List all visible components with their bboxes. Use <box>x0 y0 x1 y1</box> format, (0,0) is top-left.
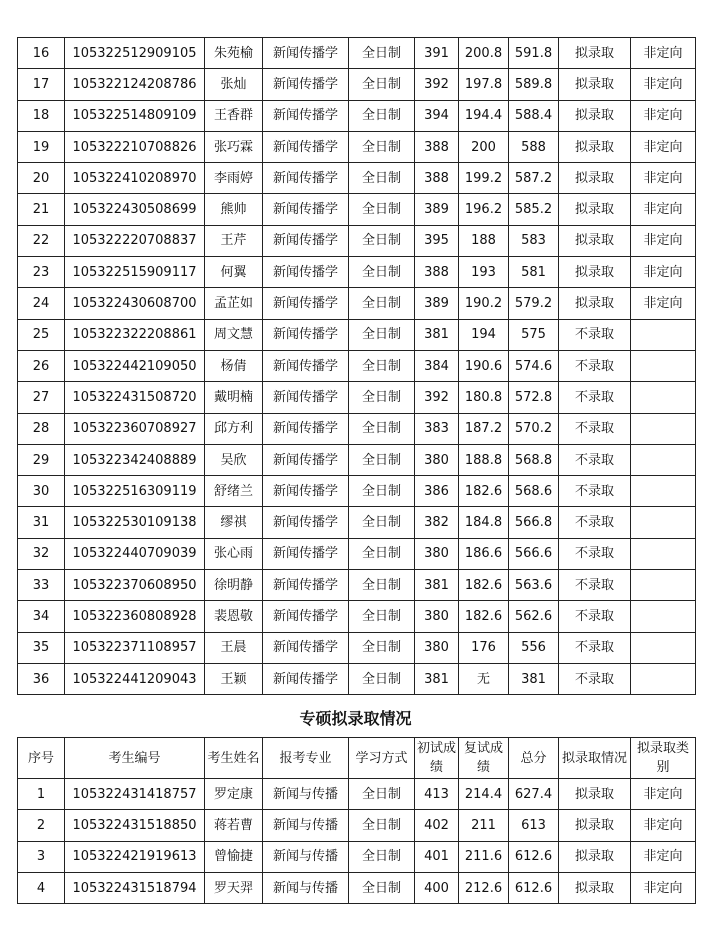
seq-cell: 30 <box>18 476 65 507</box>
table-row <box>18 382 696 413</box>
study-mode-cell: 全日制 <box>349 507 415 538</box>
exam-id-cell: 105322430608700 <box>65 288 205 319</box>
admission-type-header: 拟录取类别 <box>631 738 696 779</box>
admission-type-cell <box>631 663 696 694</box>
retest-score-cell: 194 <box>459 319 509 350</box>
major-cell: 新闻传播学 <box>263 319 349 350</box>
retest-score-cell: 182.6 <box>459 570 509 601</box>
admission-type-cell <box>631 444 696 475</box>
major-cell: 新闻与传播 <box>263 872 349 903</box>
admission-status-cell: 拟录取 <box>559 841 631 872</box>
admission-status-cell: 拟录取 <box>559 288 631 319</box>
section-title: 专硕拟录取情况 <box>299 709 412 728</box>
total-score-cell: 613 <box>509 810 559 841</box>
prelim-score-cell: 392 <box>415 69 459 100</box>
major-cell: 新闻传播学 <box>263 632 349 663</box>
seq-cell: 33 <box>18 570 65 601</box>
name-cell: 王晨 <box>205 632 263 663</box>
exam-id-cell: 105322530109138 <box>65 507 205 538</box>
table-row <box>18 663 696 694</box>
name-cell: 王芹 <box>205 225 263 256</box>
admission-type-cell: 非定向 <box>631 38 696 69</box>
major-cell: 新闻传播学 <box>263 350 349 381</box>
admission-status-cell: 不录取 <box>559 444 631 475</box>
table-row <box>18 288 696 319</box>
exam-id-cell: 105322431518794 <box>65 872 205 903</box>
table-row <box>18 872 696 903</box>
admission-type-cell <box>631 350 696 381</box>
study-mode-cell: 全日制 <box>349 476 415 507</box>
prelim-score-cell: 381 <box>415 319 459 350</box>
exam-id-cell: 105322124208786 <box>65 69 205 100</box>
prelim-score-cell: 395 <box>415 225 459 256</box>
admission-status-cell: 拟录取 <box>559 38 631 69</box>
admission-type-cell <box>631 538 696 569</box>
total-score-cell: 568.6 <box>509 476 559 507</box>
exam-id-header: 考生编号 <box>65 738 205 779</box>
retest-score-cell: 180.8 <box>459 382 509 413</box>
exam-id-cell: 105322371108957 <box>65 632 205 663</box>
table-row <box>18 841 696 872</box>
table-row <box>18 538 696 569</box>
retest-score-cell: 199.2 <box>459 163 509 194</box>
exam-id-cell: 105322322208861 <box>65 319 205 350</box>
major-cell: 新闻传播学 <box>263 69 349 100</box>
admission-status-cell: 不录取 <box>559 382 631 413</box>
table-row <box>18 257 696 288</box>
study-mode-cell: 全日制 <box>349 288 415 319</box>
seq-cell: 36 <box>18 663 65 694</box>
total-score-cell: 568.8 <box>509 444 559 475</box>
name-cell: 蒋若曹 <box>205 810 263 841</box>
major-cell: 新闻与传播 <box>263 779 349 810</box>
admission-type-cell: 非定向 <box>631 225 696 256</box>
seq-cell: 16 <box>18 38 65 69</box>
retest-score-cell: 186.6 <box>459 538 509 569</box>
name-cell: 王颖 <box>205 663 263 694</box>
seq-cell: 24 <box>18 288 65 319</box>
study-mode-cell: 全日制 <box>349 779 415 810</box>
name-cell: 周文慧 <box>205 319 263 350</box>
table-row <box>18 194 696 225</box>
name-cell: 吴欣 <box>205 444 263 475</box>
major-cell: 新闻与传播 <box>263 841 349 872</box>
prelim-score-cell: 382 <box>415 507 459 538</box>
prelim-score-cell: 401 <box>415 841 459 872</box>
total-score-cell: 570.2 <box>509 413 559 444</box>
exam-id-cell: 105322360808928 <box>65 601 205 632</box>
study-mode-cell: 全日制 <box>349 38 415 69</box>
exam-id-cell: 105322516309119 <box>65 476 205 507</box>
admission-status-cell: 拟录取 <box>559 69 631 100</box>
prelim-score-cell: 389 <box>415 288 459 319</box>
seq-cell: 3 <box>18 841 65 872</box>
exam-id-cell: 105322410208970 <box>65 163 205 194</box>
table-row <box>18 476 696 507</box>
prelim-score-cell: 388 <box>415 131 459 162</box>
major-cell: 新闻传播学 <box>263 476 349 507</box>
prelim-score-cell: 388 <box>415 257 459 288</box>
retest-score-cell: 211 <box>459 810 509 841</box>
prelim-score-cell: 380 <box>415 538 459 569</box>
prelim-score-cell: 402 <box>415 810 459 841</box>
major-cell: 新闻传播学 <box>263 507 349 538</box>
admission-type-cell <box>631 507 696 538</box>
name-cell: 李雨婷 <box>205 163 263 194</box>
study-mode-cell: 全日制 <box>349 632 415 663</box>
retest-score-cell: 214.4 <box>459 779 509 810</box>
admission-status-cell: 不录取 <box>559 663 631 694</box>
total-score-cell: 583 <box>509 225 559 256</box>
table-row <box>18 225 696 256</box>
table-row <box>18 319 696 350</box>
retest-score-cell: 194.4 <box>459 100 509 131</box>
study-mode-cell: 全日制 <box>349 382 415 413</box>
study-mode-cell: 全日制 <box>349 841 415 872</box>
admission-status-cell: 拟录取 <box>559 779 631 810</box>
name-cell: 罗天羿 <box>205 872 263 903</box>
retest-score-cell: 184.8 <box>459 507 509 538</box>
study-mode-cell: 全日制 <box>349 131 415 162</box>
name-cell: 缪祺 <box>205 507 263 538</box>
name-cell: 王香群 <box>205 100 263 131</box>
admission-type-cell <box>631 570 696 601</box>
prelim-score-cell: 392 <box>415 382 459 413</box>
retest-score-cell: 212.6 <box>459 872 509 903</box>
exam-id-cell: 105322421919613 <box>65 841 205 872</box>
prelim-score-cell: 381 <box>415 663 459 694</box>
prelim-score-cell: 394 <box>415 100 459 131</box>
exam-id-cell: 105322512909105 <box>65 38 205 69</box>
prelim-score-cell: 388 <box>415 163 459 194</box>
admission-type-cell: 非定向 <box>631 131 696 162</box>
study-mode-cell: 全日制 <box>349 601 415 632</box>
retest-score-header: 复试成绩 <box>459 738 509 779</box>
seq-cell: 23 <box>18 257 65 288</box>
major-cell: 新闻传播学 <box>263 38 349 69</box>
name-cell: 何翼 <box>205 257 263 288</box>
table-row <box>18 507 696 538</box>
name-cell: 朱苑榆 <box>205 38 263 69</box>
total-score-cell: 579.2 <box>509 288 559 319</box>
study-mode-cell: 全日制 <box>349 69 415 100</box>
professional-admission-table <box>17 737 696 904</box>
name-cell: 熊帅 <box>205 194 263 225</box>
admission-type-cell <box>631 601 696 632</box>
admission-status-cell: 拟录取 <box>559 257 631 288</box>
admission-status-cell: 拟录取 <box>559 194 631 225</box>
name-cell: 罗定康 <box>205 779 263 810</box>
name-header: 考生姓名 <box>205 738 263 779</box>
major-cell: 新闻传播学 <box>263 257 349 288</box>
admission-type-cell: 非定向 <box>631 100 696 131</box>
admission-type-cell: 非定向 <box>631 841 696 872</box>
prelim-score-cell: 413 <box>415 779 459 810</box>
seq-cell: 25 <box>18 319 65 350</box>
major-header: 报考专业 <box>263 738 349 779</box>
seq-cell: 21 <box>18 194 65 225</box>
retest-score-cell: 190.6 <box>459 350 509 381</box>
seq-cell: 26 <box>18 350 65 381</box>
name-cell: 戴明楠 <box>205 382 263 413</box>
admission-status-cell: 不录取 <box>559 476 631 507</box>
table-row <box>18 779 696 810</box>
table-row <box>18 413 696 444</box>
major-cell: 新闻与传播 <box>263 810 349 841</box>
major-cell: 新闻传播学 <box>263 444 349 475</box>
admission-type-cell: 非定向 <box>631 779 696 810</box>
name-cell: 张心雨 <box>205 538 263 569</box>
name-cell: 裴恩敬 <box>205 601 263 632</box>
seq-cell: 19 <box>18 131 65 162</box>
study-mode-cell: 全日制 <box>349 350 415 381</box>
seq-cell: 20 <box>18 163 65 194</box>
total-score-header: 总分 <box>509 738 559 779</box>
study-mode-header: 学习方式 <box>349 738 415 779</box>
name-cell: 徐明静 <box>205 570 263 601</box>
retest-score-cell: 182.6 <box>459 476 509 507</box>
admission-type-cell: 非定向 <box>631 69 696 100</box>
major-cell: 新闻传播学 <box>263 382 349 413</box>
exam-id-cell: 105322342408889 <box>65 444 205 475</box>
prelim-score-header: 初试成绩 <box>415 738 459 779</box>
study-mode-cell: 全日制 <box>349 194 415 225</box>
prelim-score-cell: 400 <box>415 872 459 903</box>
seq-cell: 17 <box>18 69 65 100</box>
prelim-score-cell: 380 <box>415 632 459 663</box>
exam-id-cell: 105322441209043 <box>65 663 205 694</box>
admission-status-cell: 拟录取 <box>559 131 631 162</box>
table-row <box>18 163 696 194</box>
total-score-cell: 581 <box>509 257 559 288</box>
seq-cell: 32 <box>18 538 65 569</box>
retest-score-cell: 187.2 <box>459 413 509 444</box>
seq-cell: 22 <box>18 225 65 256</box>
retest-score-cell: 211.6 <box>459 841 509 872</box>
study-mode-cell: 全日制 <box>349 872 415 903</box>
admission-status-cell: 拟录取 <box>559 100 631 131</box>
admission-type-cell: 非定向 <box>631 194 696 225</box>
study-mode-cell: 全日制 <box>349 413 415 444</box>
admission-status-cell: 不录取 <box>559 601 631 632</box>
table-row <box>18 444 696 475</box>
major-cell: 新闻传播学 <box>263 413 349 444</box>
header-row <box>18 738 696 779</box>
seq-cell: 27 <box>18 382 65 413</box>
name-cell: 杨倩 <box>205 350 263 381</box>
total-score-cell: 572.8 <box>509 382 559 413</box>
total-score-cell: 562.6 <box>509 601 559 632</box>
admission-type-cell <box>631 382 696 413</box>
exam-id-cell: 105322430508699 <box>65 194 205 225</box>
exam-id-cell: 105322514809109 <box>65 100 205 131</box>
prelim-score-cell: 381 <box>415 570 459 601</box>
exam-id-cell: 105322442109050 <box>65 350 205 381</box>
seq-cell: 2 <box>18 810 65 841</box>
major-cell: 新闻传播学 <box>263 100 349 131</box>
exam-id-cell: 105322440709039 <box>65 538 205 569</box>
table-row <box>18 350 696 381</box>
total-score-cell: 556 <box>509 632 559 663</box>
seq-cell: 35 <box>18 632 65 663</box>
total-score-cell: 589.8 <box>509 69 559 100</box>
study-mode-cell: 全日制 <box>349 444 415 475</box>
retest-score-cell: 182.6 <box>459 601 509 632</box>
academic-admission-table <box>17 37 696 695</box>
total-score-cell: 381 <box>509 663 559 694</box>
prelim-score-cell: 391 <box>415 38 459 69</box>
admission-status-cell: 不录取 <box>559 538 631 569</box>
major-cell: 新闻传播学 <box>263 131 349 162</box>
total-score-cell: 627.4 <box>509 779 559 810</box>
total-score-cell: 612.6 <box>509 841 559 872</box>
name-cell: 邱方利 <box>205 413 263 444</box>
major-cell: 新闻传播学 <box>263 225 349 256</box>
table-row <box>18 38 696 69</box>
major-cell: 新闻传播学 <box>263 601 349 632</box>
exam-id-cell: 105322370608950 <box>65 570 205 601</box>
table-row <box>18 570 696 601</box>
total-score-cell: 575 <box>509 319 559 350</box>
admission-status-header: 拟录取情况 <box>559 738 631 779</box>
name-cell: 张灿 <box>205 69 263 100</box>
admission-type-cell <box>631 319 696 350</box>
seq-cell: 1 <box>18 779 65 810</box>
retest-score-cell: 188.8 <box>459 444 509 475</box>
retest-score-cell: 200 <box>459 131 509 162</box>
admission-type-cell: 非定向 <box>631 810 696 841</box>
admission-status-cell: 不录取 <box>559 570 631 601</box>
admission-status-cell: 不录取 <box>559 350 631 381</box>
name-cell: 曾愉捷 <box>205 841 263 872</box>
retest-score-cell: 无 <box>459 663 509 694</box>
retest-score-cell: 200.8 <box>459 38 509 69</box>
table-row <box>18 100 696 131</box>
prelim-score-cell: 380 <box>415 601 459 632</box>
exam-id-cell: 105322210708826 <box>65 131 205 162</box>
admission-type-cell: 非定向 <box>631 257 696 288</box>
exam-id-cell: 105322360708927 <box>65 413 205 444</box>
table-row <box>18 810 696 841</box>
admission-type-cell <box>631 476 696 507</box>
total-score-cell: 591.8 <box>509 38 559 69</box>
study-mode-cell: 全日制 <box>349 538 415 569</box>
name-cell: 张巧霖 <box>205 131 263 162</box>
study-mode-cell: 全日制 <box>349 810 415 841</box>
seq-cell: 4 <box>18 872 65 903</box>
study-mode-cell: 全日制 <box>349 663 415 694</box>
study-mode-cell: 全日制 <box>349 257 415 288</box>
admission-status-cell: 拟录取 <box>559 225 631 256</box>
name-cell: 舒绪兰 <box>205 476 263 507</box>
total-score-cell: 563.6 <box>509 570 559 601</box>
seq-cell: 31 <box>18 507 65 538</box>
major-cell: 新闻传播学 <box>263 663 349 694</box>
study-mode-cell: 全日制 <box>349 570 415 601</box>
seq-cell: 18 <box>18 100 65 131</box>
prelim-score-cell: 383 <box>415 413 459 444</box>
admission-status-cell: 不录取 <box>559 632 631 663</box>
seq-cell: 29 <box>18 444 65 475</box>
major-cell: 新闻传播学 <box>263 194 349 225</box>
admission-type-cell <box>631 413 696 444</box>
total-score-cell: 587.2 <box>509 163 559 194</box>
table-row <box>18 601 696 632</box>
study-mode-cell: 全日制 <box>349 100 415 131</box>
major-cell: 新闻传播学 <box>263 538 349 569</box>
prelim-score-cell: 384 <box>415 350 459 381</box>
admission-type-cell: 非定向 <box>631 872 696 903</box>
admission-status-cell: 拟录取 <box>559 163 631 194</box>
total-score-cell: 574.6 <box>509 350 559 381</box>
total-score-cell: 588.4 <box>509 100 559 131</box>
study-mode-cell: 全日制 <box>349 225 415 256</box>
name-cell: 孟芷如 <box>205 288 263 319</box>
major-cell: 新闻传播学 <box>263 163 349 194</box>
admission-type-cell: 非定向 <box>631 163 696 194</box>
admission-status-cell: 不录取 <box>559 413 631 444</box>
seq-header: 序号 <box>18 738 65 779</box>
total-score-cell: 566.8 <box>509 507 559 538</box>
exam-id-cell: 105322515909117 <box>65 257 205 288</box>
retest-score-cell: 197.8 <box>459 69 509 100</box>
exam-id-cell: 105322431418757 <box>65 779 205 810</box>
seq-cell: 34 <box>18 601 65 632</box>
prelim-score-cell: 380 <box>415 444 459 475</box>
admission-status-cell: 拟录取 <box>559 872 631 903</box>
admission-status-cell: 拟录取 <box>559 810 631 841</box>
prelim-score-cell: 386 <box>415 476 459 507</box>
retest-score-cell: 190.2 <box>459 288 509 319</box>
total-score-cell: 566.6 <box>509 538 559 569</box>
retest-score-cell: 188 <box>459 225 509 256</box>
exam-id-cell: 105322431508720 <box>65 382 205 413</box>
table-row <box>18 632 696 663</box>
exam-id-cell: 105322431518850 <box>65 810 205 841</box>
total-score-cell: 585.2 <box>509 194 559 225</box>
seq-cell: 28 <box>18 413 65 444</box>
admission-type-cell <box>631 632 696 663</box>
admission-type-cell: 非定向 <box>631 288 696 319</box>
prelim-score-cell: 389 <box>415 194 459 225</box>
exam-id-cell: 105322220708837 <box>65 225 205 256</box>
admission-status-cell: 不录取 <box>559 319 631 350</box>
total-score-cell: 588 <box>509 131 559 162</box>
total-score-cell: 612.6 <box>509 872 559 903</box>
major-cell: 新闻传播学 <box>263 570 349 601</box>
retest-score-cell: 193 <box>459 257 509 288</box>
table-row <box>18 131 696 162</box>
major-cell: 新闻传播学 <box>263 288 349 319</box>
retest-score-cell: 176 <box>459 632 509 663</box>
admission-status-cell: 不录取 <box>559 507 631 538</box>
table-row <box>18 69 696 100</box>
study-mode-cell: 全日制 <box>349 163 415 194</box>
retest-score-cell: 196.2 <box>459 194 509 225</box>
study-mode-cell: 全日制 <box>349 319 415 350</box>
